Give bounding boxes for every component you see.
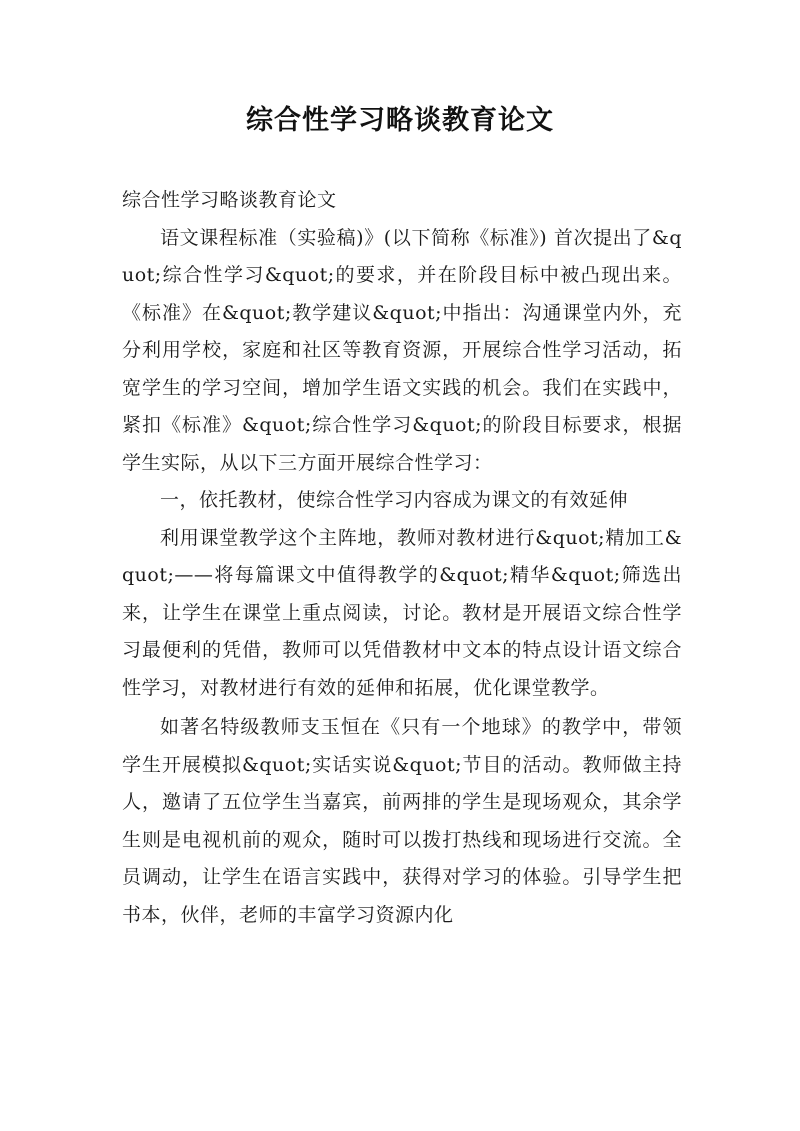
paragraph-intro: 语文课程标准（实验稿)》(以下简称《标准》) 首次提出了&quot;综合性学习&quot;的要求，并在阶段目标中被凸现出来。《标准》在&quot;教学建议&quot;中指出：沟通课堂内外，充分利用学校，家庭和社区等教育资源，开展综合性学习活动，拓宽学生的学习空间，增加学生语文实践的机会。我们在实践中，紧扣《标准》&quot;综合性学习&quot;的阶段目标要求，根据学生实际，从以下三方面开展综合性学习： bbox=[122, 226, 682, 474]
document-subtitle: 综合性学习略谈教育论文 bbox=[122, 189, 337, 211]
paragraph-teaching: 利用课堂教学这个主阵地，教师对教材进行&quot;精加工&quot;——将每篇课文中值得教学的&quot;精华&quot;筛选出来，让学生在课堂上重点阅读，讨论。教材是开展语文综合性学习最便利的凭借，教师可以凭借教材中文本的特点设计语文综合性学习，对教材进行有效的延伸和拓展，优化课堂教学。 bbox=[122, 526, 682, 699]
section-heading-1: 一，依托教材，使综合性学习内容成为课文的有效延伸 bbox=[160, 489, 629, 511]
document-title: 综合性学习略谈教育论文 bbox=[246, 105, 554, 136]
document-body bbox=[122, 182, 682, 934]
paragraph-example: 如著名特级教师支玉恒在《只有一个地球》的教学中，带领学生开展模拟&quot;实话实说&quot;节目的活动。教师做主持人，邀请了五位学生当嘉宾，前两排的学生是现场观众，其余学生则是电视机前的观众，随时可以拨打热线和现场进行交流。全员调动，让学生在语言实践中，获得对学习的体验。引导学生把书本，伙伴，老师的丰富学习资源内化 bbox=[122, 716, 682, 926]
